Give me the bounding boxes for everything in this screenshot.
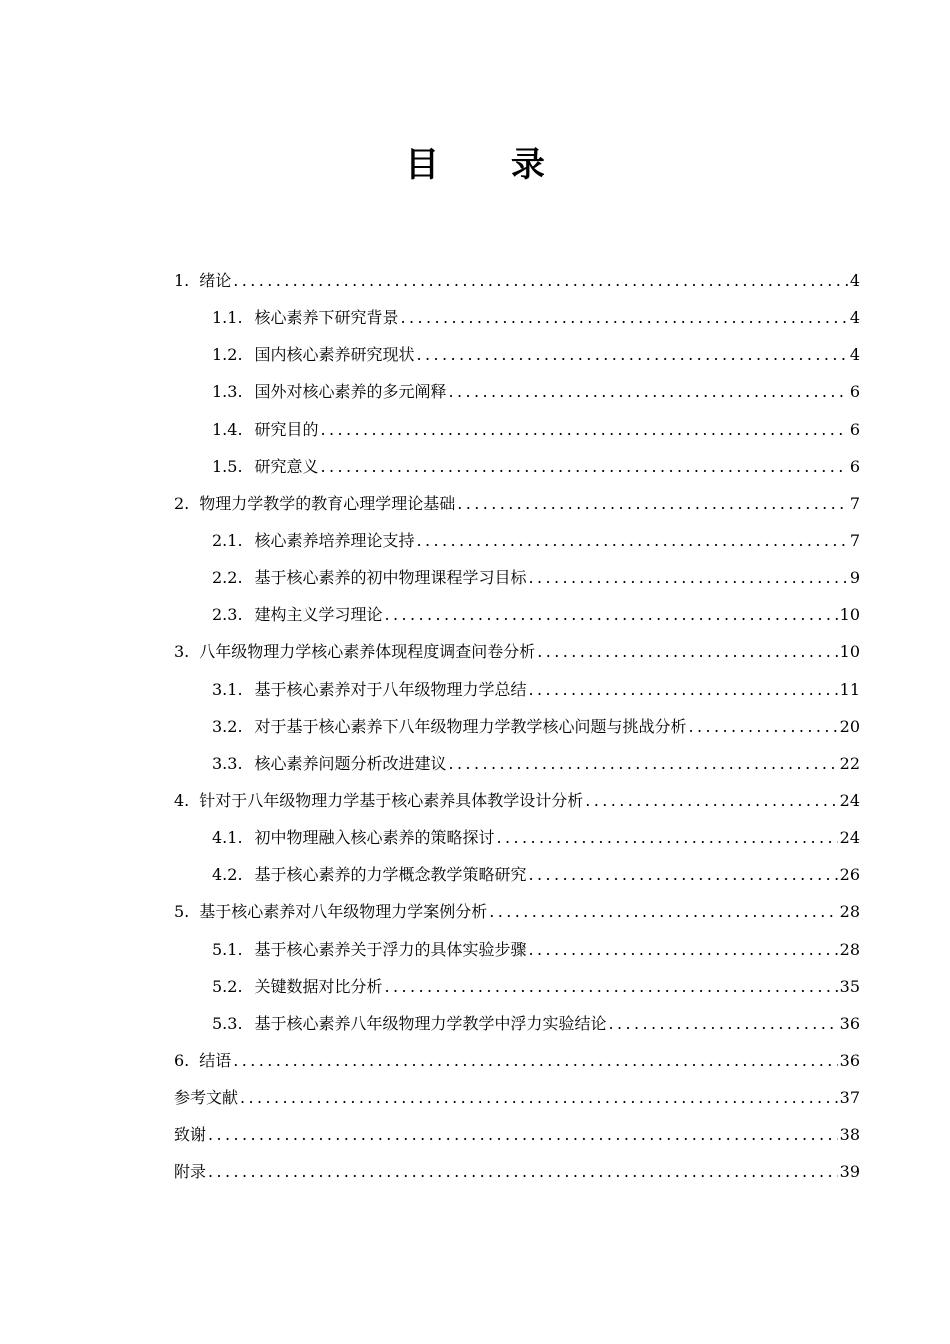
toc-dot-leader <box>489 893 837 930</box>
toc-entry[interactable] <box>174 1042 860 1079</box>
toc-entry-number: 6. <box>174 1050 190 1070</box>
toc-entry-page-number: 4 <box>849 308 860 328</box>
toc-entry-number: 1.2. <box>212 345 243 365</box>
toc-dot-leader <box>208 1153 838 1190</box>
toc-entry[interactable] <box>174 336 860 373</box>
toc-entry-number: 2.3. <box>212 605 243 625</box>
toc-dot-leader <box>529 856 838 893</box>
toc-entry[interactable] <box>174 373 860 410</box>
toc-dot-leader <box>537 633 837 670</box>
toc-dot-leader <box>529 559 848 596</box>
toc-dot-leader <box>529 931 838 968</box>
toc-entry-title: 对于基于核心素养下八年级物理力学教学核心问题与挑战分析 <box>254 716 687 736</box>
page-title: 目 录 <box>405 145 575 185</box>
toc-dot-leader <box>240 1079 838 1116</box>
toc-dot-leader <box>449 745 838 782</box>
toc-dot-leader <box>321 411 848 448</box>
toc-entry[interactable] <box>174 262 860 299</box>
toc-entry[interactable] <box>174 893 860 930</box>
toc-entry-number: 5.3. <box>212 1013 243 1033</box>
toc-entry-page-number: 11 <box>839 679 860 699</box>
toc-entry-title: 国外对核心素养的多元阐释 <box>254 382 447 402</box>
toc-entry-page-number: 10 <box>839 605 860 625</box>
toc-entry[interactable] <box>174 559 860 596</box>
toc-entry-title: 基于核心素养对八年级物理力学案例分析 <box>199 902 488 922</box>
toc-entry-page-number: 22 <box>839 753 860 773</box>
toc-entry-number: 2.1. <box>212 530 243 550</box>
toc-entry[interactable] <box>174 299 860 336</box>
toc-entry[interactable] <box>174 708 860 745</box>
toc-dot-leader <box>457 485 848 522</box>
toc-entry-page-number: 38 <box>839 1125 860 1145</box>
toc-entry-title: 针对于八年级物理力学基于核心素养具体教学设计分析 <box>199 790 584 810</box>
toc-entry-title: 致谢 <box>174 1125 207 1145</box>
toc-entry-title: 关键数据对比分析 <box>254 976 383 996</box>
toc-entry-title: 研究意义 <box>254 456 319 476</box>
toc-entry-page-number: 6 <box>849 456 860 476</box>
toc-entry-title: 物理力学教学的教育心理学理论基础 <box>199 493 456 513</box>
toc-dot-leader <box>609 1005 838 1042</box>
toc-dot-leader <box>497 819 838 856</box>
toc-entry-number: 4. <box>174 790 190 810</box>
toc-dot-leader <box>417 336 848 373</box>
toc-entry-number: 4.1. <box>212 828 243 848</box>
toc-entry-number: 1.5. <box>212 456 243 476</box>
toc-dot-leader <box>585 782 837 819</box>
toc-entry-number: 2.2. <box>212 568 243 588</box>
toc-entry-title: 基于核心素养的力学概念教学策略研究 <box>254 865 527 885</box>
toc-entry-title: 基于核心素养八年级物理力学教学中浮力实验结论 <box>254 1013 607 1033</box>
toc-entry-page-number: 4 <box>849 345 860 365</box>
toc-entry-page-number: 28 <box>839 939 860 959</box>
toc-entry-number: 1. <box>174 271 190 290</box>
table-of-contents <box>174 262 860 1191</box>
toc-dot-leader <box>385 596 838 633</box>
toc-entry-number: 2. <box>174 493 190 513</box>
toc-entry-page-number: 6 <box>849 419 860 439</box>
toc-dot-leader <box>233 1042 837 1079</box>
toc-entry-page-number: 6 <box>849 382 860 402</box>
toc-entry[interactable] <box>174 633 860 670</box>
toc-entry[interactable] <box>174 931 860 968</box>
toc-entry-number: 3.1. <box>212 679 243 699</box>
toc-entry[interactable] <box>174 782 860 819</box>
toc-entry[interactable] <box>174 856 860 893</box>
toc-entry-page-number: 36 <box>839 1013 860 1033</box>
toc-entry[interactable] <box>174 411 860 448</box>
toc-entry[interactable] <box>174 485 860 522</box>
toc-entry[interactable] <box>174 1079 860 1116</box>
toc-entry-number: 5.2. <box>212 976 243 996</box>
toc-dot-leader <box>529 671 838 708</box>
toc-entry-page-number: 7 <box>849 530 860 550</box>
toc-entry-title: 核心素养培养理论支持 <box>254 530 415 550</box>
toc-entry-page-number: 39 <box>839 1162 860 1182</box>
toc-entry-page-number: 9 <box>849 568 860 588</box>
toc-entry[interactable] <box>174 522 860 559</box>
toc-entry-page-number: 37 <box>839 1088 860 1108</box>
toc-entry-page-number: 24 <box>839 828 860 848</box>
toc-entry-title: 参考文献 <box>174 1088 239 1108</box>
toc-entry-page-number: 10 <box>839 642 860 662</box>
toc-entry-number: 1.3. <box>212 382 243 402</box>
toc-entry[interactable] <box>174 596 860 633</box>
toc-dot-leader <box>689 708 838 745</box>
toc-dot-leader <box>449 373 848 410</box>
toc-entry-page-number: 20 <box>839 716 860 736</box>
toc-entry-title: 基于核心素养关于浮力的具体实验步骤 <box>254 939 527 959</box>
toc-entry-number: 1.1. <box>212 308 243 328</box>
toc-entry-title: 国内核心素养研究现状 <box>254 345 415 365</box>
toc-dot-leader <box>321 448 848 485</box>
toc-entry-page-number: 36 <box>839 1050 860 1070</box>
toc-dot-leader <box>385 968 838 1005</box>
toc-entry[interactable] <box>174 745 860 782</box>
toc-entry-page-number: 4 <box>849 271 860 290</box>
toc-entry-title: 核心素养问题分析改进建议 <box>254 753 447 773</box>
toc-entry-number: 4.2. <box>212 865 243 885</box>
toc-entry-title: 初中物理融入核心素养的策略探讨 <box>254 828 495 848</box>
toc-dot-leader <box>233 262 848 299</box>
toc-entry-title: 研究目的 <box>254 419 319 439</box>
toc-entry-title: 结语 <box>199 1050 232 1070</box>
toc-entry-number: 3.3. <box>212 753 243 773</box>
toc-dot-leader <box>417 522 848 559</box>
toc-dot-leader <box>401 299 848 336</box>
toc-entry-title: 附录 <box>174 1162 207 1182</box>
toc-entry-number: 5. <box>174 902 190 922</box>
toc-entry[interactable] <box>174 968 860 1005</box>
toc-entry-title: 八年级物理力学核心素养体现程度调查问卷分析 <box>199 642 536 662</box>
toc-entry-number: 3.2. <box>212 716 243 736</box>
toc-entry-title: 核心素养下研究背景 <box>254 308 399 328</box>
toc-entry[interactable] <box>174 448 860 485</box>
toc-entry-page-number: 35 <box>839 976 860 996</box>
toc-entry-title: 基于核心素养的初中物理课程学习目标 <box>254 568 527 588</box>
toc-entry-page-number: 28 <box>839 902 860 922</box>
toc-entry-title: 建构主义学习理论 <box>254 605 383 625</box>
toc-entry-number: 1.4. <box>212 419 243 439</box>
toc-entry-title: 绪论 <box>199 271 232 290</box>
toc-entry[interactable] <box>174 819 860 856</box>
toc-entry-title: 基于核心素养对于八年级物理力学总结 <box>254 679 527 699</box>
toc-entry[interactable] <box>174 671 860 708</box>
toc-entry[interactable] <box>174 1153 860 1190</box>
toc-entry[interactable] <box>174 1005 860 1042</box>
toc-dot-leader <box>208 1116 838 1153</box>
toc-entry-number: 5.1. <box>212 939 243 959</box>
toc-entry-page-number: 7 <box>849 493 860 513</box>
toc-entry-page-number: 24 <box>839 790 860 810</box>
toc-entry-number: 3. <box>174 642 190 662</box>
toc-entry[interactable] <box>174 1116 860 1153</box>
toc-entry-page-number: 26 <box>839 865 860 885</box>
